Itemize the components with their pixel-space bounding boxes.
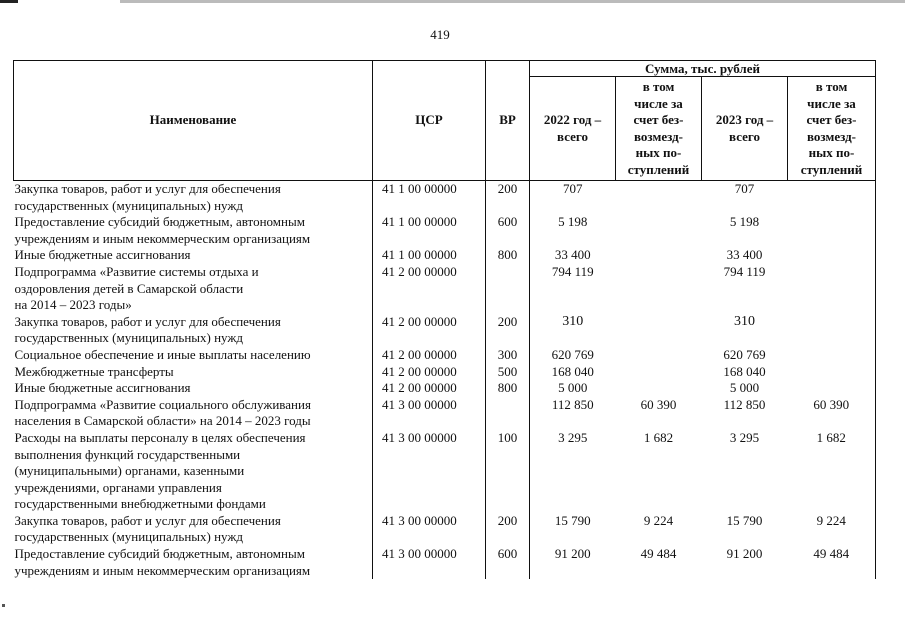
table-row [14,397,876,430]
cell-2023-total: 112 850 [723,396,766,412]
table-row [14,364,876,381]
table-row [14,181,876,215]
cell-vr: 600 [486,546,530,579]
table-row [14,314,876,347]
cell-2022-total: 91 200 [530,546,616,579]
header-2023-gratuitous: в том числе за счет без- возмезд- ных по- ступлений [788,77,876,181]
cell-name: Предоставление субсидий бюджетным, автономным учреждениям и иным некоммерческим организациям [14,546,311,578]
cell-vr: 600 [486,214,530,247]
cell-csr: 41 2 00 00000 [373,364,486,381]
table-row [14,380,876,397]
cell-2022-total: 112 850 [530,397,616,430]
table-row [14,430,876,513]
cell-2023-gratuitous [788,364,876,381]
cell-2023-total: 5 000 [729,380,760,396]
cell-vr: 200 [486,314,530,347]
cell-2023-total: 33 400 [726,247,763,263]
page-number: 419 [430,27,450,42]
cell-2022-gratuitous: 60 390 [640,396,677,412]
cell-2023-gratuitous: 49 484 [788,546,876,579]
cell-2023-total: 3 295 [729,429,760,445]
table-body [14,181,876,580]
cell-vr: 200 [486,513,530,546]
cell-name: Закупка товаров, работ и услуг для обеспечения государственных (муниципальных) нужд [14,181,281,213]
cell-2022-total: 15 790 [530,513,616,546]
cell-name: Иные бюджетные ассигнования [14,247,191,263]
table-row [14,347,876,364]
cell-vr: 300 [486,347,530,364]
budget-table [13,60,876,579]
cell-2022-gratuitous [616,380,702,397]
cell-2023-total: 5 198 [729,214,760,230]
cell-2022-gratuitous [616,364,702,381]
scan-mark [2,604,5,607]
cell-csr: 41 3 00 00000 [373,513,486,546]
cell-2022-gratuitous [616,214,702,247]
cell-name: Расходы на выплаты персоналу в целях обеспечения выполнения функций государственными (муниципальными) органами, казенными учреждениями, органами управления государственными внебюджетными фондами [14,429,306,512]
cell-2023-gratuitous [788,214,876,247]
cell-name: Закупка товаров, работ и услуг для обеспечения государственных (муниципальных) нужд [14,512,281,545]
header-sum-group: Сумма, тыс. рублей [530,61,876,77]
cell-2022-total: 5 198 [530,214,616,247]
cell-2022-total: 5 000 [530,380,616,397]
cell-2023-gratuitous [788,181,876,215]
cell-name: Иные бюджетные ассигнования [14,380,191,396]
top-border-line [0,0,905,3]
cell-csr: 41 3 00 00000 [373,430,486,513]
cell-2023-total: 620 769 [723,346,766,362]
cell-2022-gratuitous: 9 224 [643,512,674,528]
cell-csr: 41 3 00 00000 [373,397,486,430]
cell-name: Социальное обеспечение и иные выплаты населению [14,346,311,362]
cell-name: Подпрограмма «Развитие системы отдыха и оздоровления детей в Самарской области на 2014 – 2023 годы» [14,263,259,313]
cell-name: Закупка товаров, работ и услуг для обеспечения государственных (муниципальных) нужд [14,313,281,346]
cell-2022-gratuitous [616,247,702,264]
table-row [14,513,876,546]
cell-2023-gratuitous [788,347,876,364]
cell-vr: 800 [486,380,530,397]
cell-csr: 41 2 00 00000 [373,314,486,347]
cell-2022-gratuitous [616,314,702,347]
header-name: Наименование [14,61,373,181]
header-2023-total: 2023 год – всего [702,77,788,181]
cell-vr: 500 [486,364,530,381]
cell-2023-gratuitous [788,264,876,314]
cell-2022-total: 3 295 [530,430,616,513]
cell-2022-total: 707 [530,181,616,215]
cell-2023-gratuitous: 1 682 [788,430,876,513]
cell-2023-gratuitous: 60 390 [788,397,876,430]
cell-2022-gratuitous: 49 484 [640,546,677,562]
cell-2023-gratuitous: 9 224 [788,513,876,546]
cell-2022-gratuitous [616,181,702,215]
cell-2022-total: 310 [530,314,616,347]
table-row [14,264,876,314]
table-row [14,546,876,579]
cell-vr [486,397,530,430]
cell-vr: 200 [486,181,530,215]
cell-name: Предоставление субсидий бюджетным, автономным учреждениям и иным некоммерческим организациям [14,214,311,246]
cell-2023-total: 310 [734,313,755,329]
cell-2022-total: 620 769 [530,347,616,364]
cell-csr: 41 3 00 00000 [373,546,486,579]
cell-vr: 800 [486,247,530,264]
cell-csr: 41 1 00 00000 [373,247,486,264]
table-row [14,214,876,247]
cell-vr: 100 [486,430,530,513]
cell-2022-total: 33 400 [530,247,616,264]
cell-2023-gratuitous [788,380,876,397]
cell-2022-total: 168 040 [530,364,616,381]
cell-2023-gratuitous [788,247,876,264]
header-2022-total: 2022 год – всего [530,77,616,181]
cell-name: Подпрограмма «Развитие социального обслуживания населения в Самарской области» на 2014 – 2023 годы [14,396,311,429]
cell-2022-gratuitous [616,264,702,314]
cell-csr: 41 1 00 00000 [373,181,486,215]
cell-2023-total: 168 040 [723,363,766,379]
cell-2023-total: 707 [734,181,755,196]
cell-2022-gratuitous [616,347,702,364]
header-2022-gratuitous: в том числе за счет без- возмезд- ных по- ступлений [616,77,702,181]
cell-vr [486,264,530,314]
cell-csr: 41 2 00 00000 [373,347,486,364]
cell-2023-total: 15 790 [726,512,763,528]
cell-2023-total: 794 119 [723,263,766,279]
cell-2023-total: 91 200 [726,546,763,562]
table-row [14,247,876,264]
cell-csr: 41 2 00 00000 [373,380,486,397]
header-vr: ВР [486,61,530,181]
cell-2022-gratuitous: 1 682 [643,429,674,445]
cell-2023-gratuitous [788,314,876,347]
cell-2022-total: 794 119 [530,264,616,314]
header-csr: ЦСР [373,61,486,181]
cell-csr: 41 2 00 00000 [373,264,486,314]
cell-csr: 41 1 00 00000 [373,214,486,247]
cell-name: Межбюджетные трансферты [14,363,174,379]
